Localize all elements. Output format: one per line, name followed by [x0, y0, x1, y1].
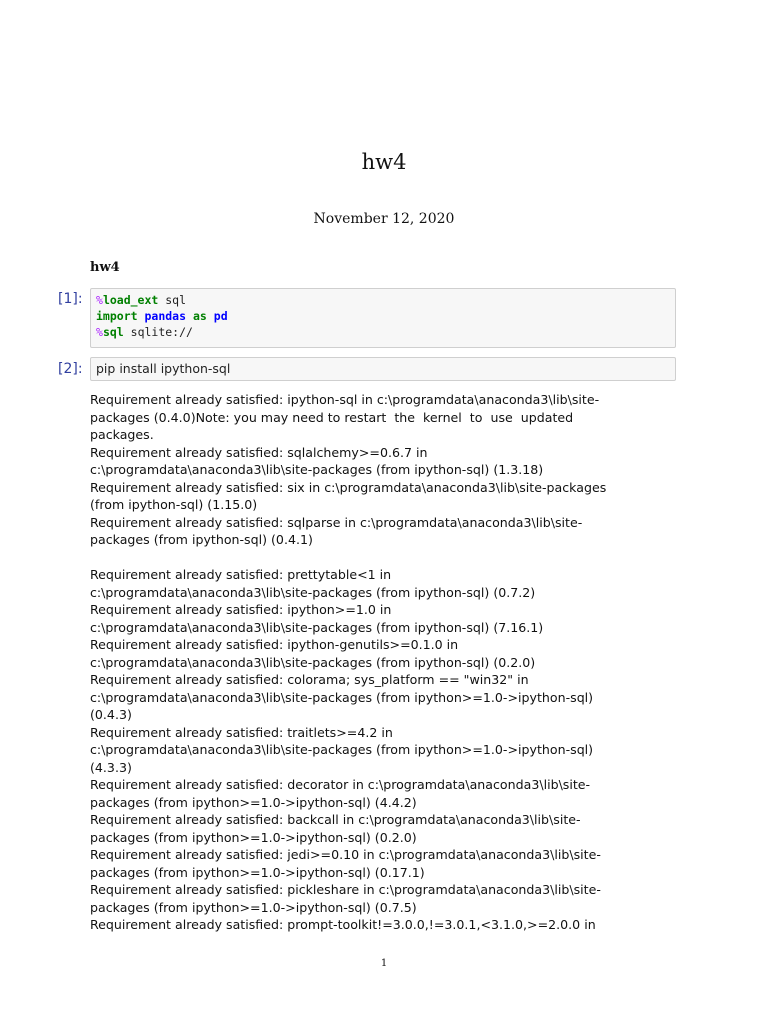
code-line	[96, 308, 670, 324]
output-line: (from ipython-sql) (1.15.0)	[90, 497, 258, 512]
output-line: Requirement already satisfied: jedi>=0.10 in c:\programdata\anaconda3\lib\site-	[90, 847, 601, 862]
output-line: packages.	[90, 427, 154, 442]
code-token	[207, 309, 214, 323]
code-line	[96, 292, 670, 308]
code-line	[96, 361, 670, 377]
output-line: c:\programdata\anaconda3\lib\site-packages (from ipython-sql) (7.16.1)	[90, 619, 544, 635]
output-line: Requirement already satisfied: sqlalchemy>=0.6.7 in	[90, 444, 428, 460]
code-token: %	[96, 293, 103, 307]
output-line: (4.3.3)	[90, 759, 132, 775]
code-token: sql	[102, 325, 124, 339]
code-token: sql	[158, 293, 187, 307]
output-line: packages (0.4.0)Note: you may need to restart the kernel to use updated	[90, 409, 574, 425]
code-token: load_ext	[102, 293, 159, 307]
output-line: Requirement already satisfied: backcall in c:\programdata\anaconda3\lib\site-	[90, 812, 581, 827]
output-line: Requirement already satisfied: pickleshare in c:\programdata\anaconda3\lib\site-	[90, 882, 601, 897]
output-line: c:\programdata\anaconda3\lib\site-packages (from ipython>=1.0->ipython-sql)	[90, 689, 594, 705]
cell-2-output	[90, 391, 676, 934]
code-token: as	[192, 309, 207, 323]
output-line	[90, 549, 676, 567]
code-line	[96, 324, 670, 340]
output-line: c:\programdata\anaconda3\lib\site-packages (from ipython>=1.0->ipython-sql)	[90, 742, 594, 757]
output-line: c:\programdata\anaconda3\lib\site-packages (from ipython-sql) (1.3.18)	[90, 462, 544, 477]
code-token	[186, 309, 193, 323]
code-token: pd	[213, 309, 228, 323]
section-heading: hw4	[90, 260, 120, 275]
code-cell-1[interactable]	[90, 288, 676, 348]
output-line: Requirement already satisfied: colorama; sys_platform == "win32" in	[90, 672, 529, 687]
code-token: sqlite://	[123, 325, 193, 339]
code-token: import	[96, 309, 138, 323]
code-token: pip install ipython-sql	[96, 361, 231, 376]
cell-2-prompt: [2]:	[58, 361, 83, 377]
output-line: packages (from ipython>=1.0->ipython-sql) (0.2.0)	[90, 829, 417, 845]
document-title: hw4	[361, 150, 407, 174]
output-line: Requirement already satisfied: ipython>=1.0 in	[90, 602, 392, 617]
output-line: Requirement already satisfied: ipython-genutils>=0.1.0 in	[90, 637, 459, 652]
output-line: c:\programdata\anaconda3\lib\site-packages (from ipython-sql) (0.7.2)	[90, 584, 536, 600]
output-line: (0.4.3)	[90, 707, 132, 722]
document-date: November 12, 2020	[313, 211, 455, 227]
output-line: Requirement already satisfied: decorator in c:\programdata\anaconda3\lib\site-	[90, 777, 591, 792]
page-number: 1	[380, 958, 388, 969]
cell-1-prompt: [1]:	[58, 291, 83, 307]
code-cell-2[interactable]	[90, 357, 676, 381]
output-line: Requirement already satisfied: ipython-sql in c:\programdata\anaconda3\lib\site-	[90, 392, 600, 407]
output-line: Requirement already satisfied: traitlets>=4.2 in	[90, 724, 393, 740]
output-line: Requirement already satisfied: prompt-toolkit!=3.0.0,!=3.0.1,<3.1.0,>=2.0.0 in	[90, 917, 596, 932]
output-line: packages (from ipython>=1.0->ipython-sql) (0.17.1)	[90, 864, 425, 880]
output-line: packages (from ipython>=1.0->ipython-sql) (0.7.5)	[90, 899, 417, 915]
output-line: packages (from ipython-sql) (0.4.1)	[90, 532, 313, 547]
code-token: pandas	[144, 309, 187, 323]
output-line: Requirement already satisfied: sqlparse in c:\programdata\anaconda3\lib\site-	[90, 514, 583, 530]
output-line: Requirement already satisfied: six in c:\programdata\anaconda3\lib\site-packages	[90, 479, 607, 495]
output-line: packages (from ipython>=1.0->ipython-sql) (4.4.2)	[90, 794, 417, 810]
output-line: c:\programdata\anaconda3\lib\site-packages (from ipython-sql) (0.2.0)	[90, 654, 536, 670]
code-token: %	[96, 325, 103, 339]
output-line: Requirement already satisfied: prettytable<1 in	[90, 567, 392, 582]
